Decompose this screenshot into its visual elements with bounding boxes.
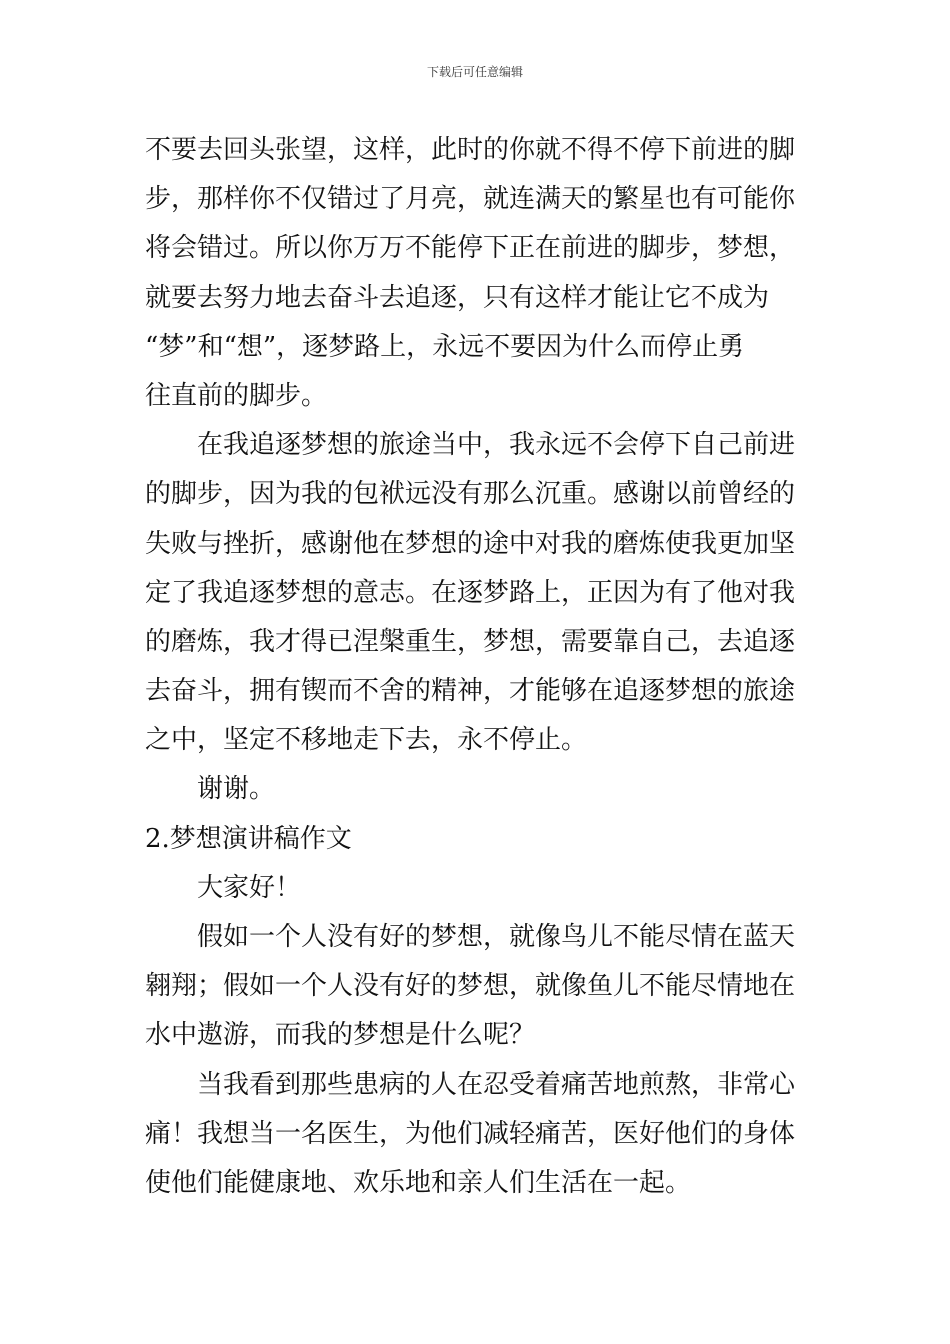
text-line: 就要去努力地去奋斗去追逐，只有这样才能让它不成为 bbox=[145, 282, 770, 313]
text-line: 翱翔；假如一个人没有好的梦想，就像鱼儿不能尽情地在 bbox=[145, 971, 796, 1002]
text-line: 水中遨游，而我的梦想是什么呢？ bbox=[145, 1020, 536, 1051]
page-header: 下载后可任意编辑 bbox=[426, 65, 523, 79]
text-line: 往直前的脚步。 bbox=[145, 380, 328, 411]
text-line: 不要去回头张望，这样，此时的你就不得不停下前进的脚 bbox=[145, 135, 796, 165]
text-line: 当我看到那些患病的人在忍受着痛苦地煎熬，非常心 bbox=[197, 1069, 796, 1100]
text-line: 使他们能健康地、欢乐地和亲人们生活在一起。 bbox=[145, 1167, 692, 1198]
text-line: 谢谢。 bbox=[197, 774, 276, 805]
text-line: 失败与挫折，感谢他在梦想的途中对我的磨炼使我更加坚 bbox=[145, 528, 796, 559]
text-line: 2.梦想演讲稿作文 bbox=[145, 823, 352, 854]
text-line: 大家好！ bbox=[197, 872, 302, 903]
text-line: 定了我追逐梦想的意志。在逐梦路上，正因为有了他对我 bbox=[145, 577, 796, 608]
text-line: 步，那样你不仅错过了月亮，就连满天的繁星也有可能你 bbox=[145, 184, 796, 215]
text-line: 去奋斗，拥有锲而不舍的精神，才能够在追逐梦想的旅途 bbox=[145, 676, 796, 707]
text-line: 痛！我想当一名医生，为他们减轻痛苦，医好他们的身体 bbox=[145, 1118, 796, 1149]
text-line: 的脚步，因为我的包袱远没有那么沉重。感谢以前曾经的 bbox=[145, 479, 796, 510]
text-line: 之中，坚定不移地走下去，永不停止。 bbox=[145, 725, 588, 756]
text-line: 的磨炼，我才得已涅槃重生，梦想，需要靠自己，去追逐 bbox=[145, 626, 796, 657]
text-line: 将会错过。所以你万万不能停下正在前进的脚步，梦想， bbox=[145, 233, 796, 264]
body-text bbox=[145, 126, 813, 1208]
text-line: 假如一个人没有好的梦想，就像鸟儿不能尽情在蓝天 bbox=[197, 922, 796, 952]
text-line: 在我追逐梦想的旅途当中，我永远不会停下自己前进 bbox=[197, 430, 796, 461]
text-line: “梦”和“想”，逐梦路上，永远不要因为什么而停止勇 bbox=[145, 331, 745, 362]
